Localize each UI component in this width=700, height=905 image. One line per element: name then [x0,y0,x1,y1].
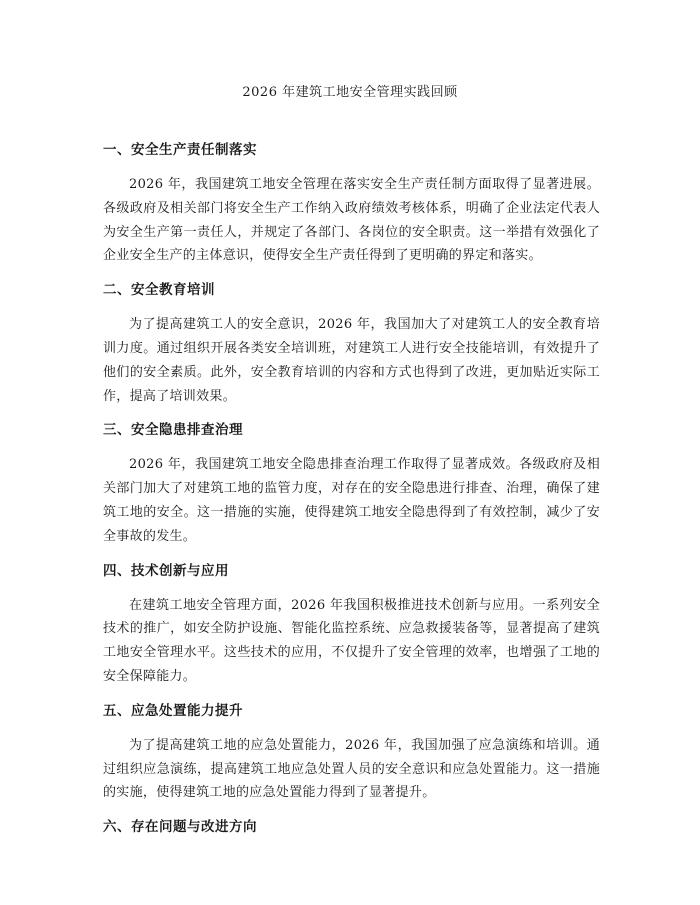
section-hazard-inspection [103,420,600,548]
section-heading: 五、应急处置能力提升 [103,702,243,719]
section-paragraph: 2026 年，我国建筑工地安全管理在落实安全生产责任制方面取得了显著进展。各级政府及相关部门将安全生产工作纳入政府绩效考核体系，明确了企业法定代表人为安全生产第一责任人，并规定了各部门、各岗位的安全职责。这一举措有效强化了企业安全生产的主体意识，使得安全生产责任得到了更明确的界定和落实。 [103,177,600,264]
section-responsibility [103,140,600,268]
document-content [103,140,600,850]
section-heading: 三、安全隐患排查治理 [103,422,243,439]
document-title: 2026 年建筑工地安全管理实践回顾 [242,85,458,100]
section-heading: 一、安全生产责任制落实 [103,142,257,158]
section-emergency-response [103,701,600,805]
section-heading: 二、安全教育培训 [103,282,215,299]
section-paragraph: 为了提高建筑工人的安全意识，2026 年，我国加大了对建筑工人的安全教育培训力度。通过组织开展各类安全培训班，对建筑工人进行安全技能培训，有效提升了他们的安全素质。此外，安全教育培训的内容和方式也得到了改进，更加贴近实际工作，提高了培训效果。 [103,317,600,404]
section-heading: 六、存在问题与改进方向 [103,819,257,836]
section-paragraph: 2026 年，我国建筑工地安全隐患排查治理工作取得了显著成效。各级政府及相关部门加大了对建筑工地的监管力度，对存在的安全隐患进行排查、治理，确保了建筑工地的安全。这一措施的实施，使得建筑工地安全隐患得到了有效控制，减少了安全事故的发生。 [103,457,600,544]
section-technology-innovation [103,561,600,689]
section-education-training [103,280,600,408]
section-problems-improvements [103,817,600,837]
section-paragraph: 在建筑工地安全管理方面，2026 年我国积极推进技术创新与应用。一系列安全技术的推广，如安全防护设施、智能化监控系统、应急救援装备等，显著提高了建筑工地安全管理水平。这些技术的应用，不仅提升了安全管理的效率，也增强了工地的安全保障能力。 [103,597,600,684]
section-paragraph: 为了提高建筑工地的应急处置能力，2026 年，我国加强了应急演练和培训。通过组织应急演练，提高建筑工地应急处置人员的安全意识和应急处置能力。这一措施的实施，使得建筑工地的应急处置能力得到了显著提升。 [103,737,600,801]
section-heading: 四、技术创新与应用 [103,562,229,579]
